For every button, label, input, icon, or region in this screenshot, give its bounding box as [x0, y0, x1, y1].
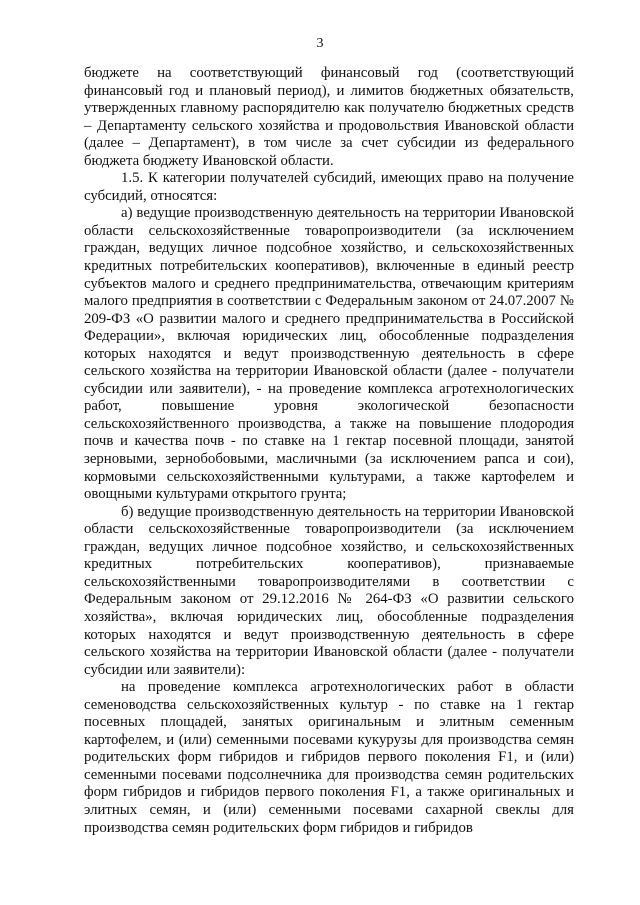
paragraph-budget-continuation: бюджете на соответствующий финансовый год (соответствующий финансовый год и плановый период), и лимитов бюджетных обязательств, утвержденных главному распорядителю как получателю бюджетных средств – Департаменту сельского хозяйства и продовольствия Ивановской области (далее – Департамент), в том числе за счет субсидии из федерального бюджета бюджету Ивановской области. — [84, 65, 574, 169]
paragraph-item-a: а) ведущие производственную деятельность на территории Ивановской области сельскохозяйственные товаропроизводители (за исключением граждан, ведущих личное подсобное хозяйство, и сельскохозяйственных кредитных потребительских кооперативов), включенные в единый реестр субъектов малого и среднего предпринимательства, отвечающим критериям малого предприятия в соответствии с Федеральным законом от 24.07.2007 № 209-ФЗ «О развитии малого и среднего предпринимательства в Российской Федерации», включая юридических лиц, обособленные подразделения которых находятся и ведут производственную деятельность в сфере сельского хозяйства на территории Ивановской области (далее - получатели субсидии или заявители), - на проведение комплекса агротехнологических работ, повышение уровня экологической безопасности сельскохозяйственного производства, а также на повышение плодородия почв и качества почв - по ставке на 1 гектар посевной площади, занятой зерновыми, зернобобовыми, масличными (за исключением рапса и сои), кормовыми сельскохозяйственными культурами, а также картофелем и овощными культурами открытого грунта; — [84, 205, 574, 503]
paragraph-1-5-categories: 1.5. К категории получателей субсидий, имеющих право на получение субсидий, относятся: — [84, 170, 574, 204]
paragraph-item-b: б) ведущие производственную деятельность на территории Ивановской области сельскохозяйственные товаропроизводители (за исключением граждан, ведущих личное подсобное хозяйство, и сельскохозяйственных кредитных потребительских кооперативов), признаваемые сельскохозяйственными товаропроизводителями в соответствии с Федеральным законом от 29.12.2016 № 264-ФЗ «О развитии сельского хозяйства», включая юридических лиц, обособленные подразделения которых находятся и ведут производственную деятельность в сфере сельского хозяйства на территории Ивановской области (далее - получатели субсидии или заявители): — [84, 503, 574, 678]
document-body — [84, 65, 574, 837]
page-number: 3 — [316, 36, 324, 51]
paragraph-seed-production: на проведение комплекса агротехнологических работ в области семеноводства сельскохозяйственных культур - по ставке на 1 гектар посевных площадей, занятых оригинальным и элитным семенным картофелем, и (или) семенными посевами кукурузы для производства семян родительских форм гибридов и гибридов первого поколения F1, и (или) семенными посевами подсолнечника для производства семян родительских форм гибридов и гибридов первого поколения F1, а также оригинальных и элитных семян, и (или) семенными посевами сахарной свеклы для производства семян родительских форм гибридов и гибридов — [84, 679, 574, 836]
